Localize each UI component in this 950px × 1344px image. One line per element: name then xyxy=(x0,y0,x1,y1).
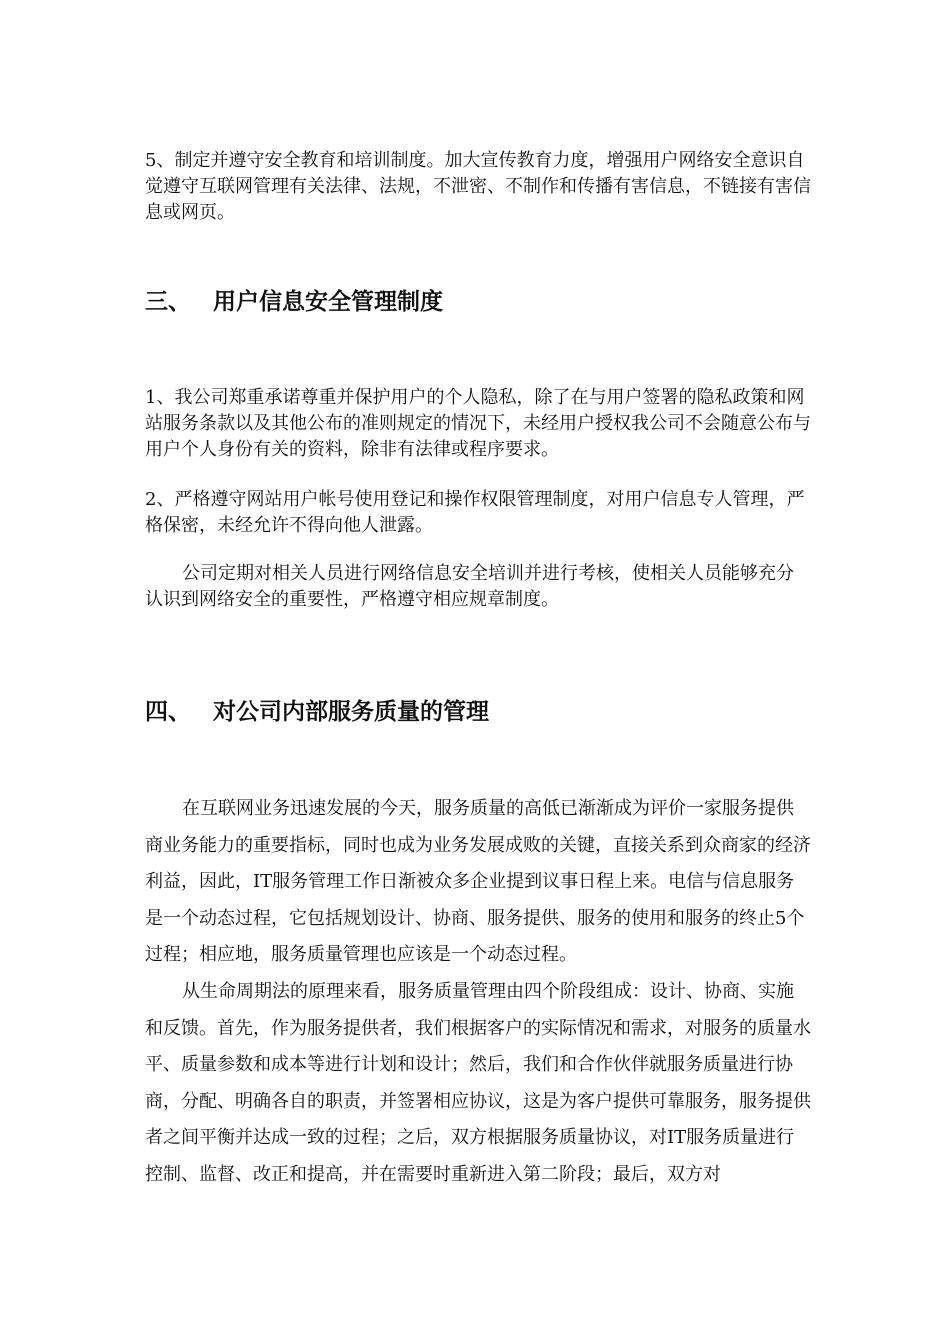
paragraph-item-5: 5、制定并遵守安全教育和培训制度。加大宣传教育力度，增强用户网络安全意识自觉遵守互联网管理有关法律、法规，不泄密、不制作和传播有害信息，不链接有害信息或网页。 xyxy=(145,150,811,223)
paragraph-service-quality-intro: 在互联网业务迅速发展的今天，服务质量的高低已渐渐成为评价一家服务提供商业务能力的重要指标，同时也成为业务发展成败的关键，直接关系到众商家的经济利益，因此，IT服务管理工作日渐被众多企业提到议事日程上来。电信与信息服务是一个动态过程，它包括规划设计、协商、服务提供、服务的使用和服务的终止5个过程；相应地，服务质量管理也应该是一个动态过程。 xyxy=(145,798,811,965)
section-heading-4 xyxy=(145,697,489,727)
section-title: 用户信息安全管理制度 xyxy=(213,289,443,315)
paragraph-account-management: 2、严格遵守网站用户帐号使用登记和操作权限管理制度，对用户信息专人管理，严格保密，未经允许不得向他人泄露。 xyxy=(145,489,805,536)
paragraph-privacy: 1、我公司郑重承诺尊重并保护用户的个人隐私，除了在与用户签署的隐私政策和网站服务条款以及其他公布的准则规定的情况下，未经用户授权我公司不会随意公布与用户个人身份有关的资料，除非有法律或程序要求。 xyxy=(145,387,811,460)
section-title: 对公司内部服务质量的管理 xyxy=(213,699,489,725)
section-number: 四、 xyxy=(145,699,191,725)
paragraph-lifecycle: 从生命周期法的原理来看，服务质量管理由四个阶段组成：设计、协商、实施和反馈。首先，作为服务提供者，我们根据客户的实际情况和需求，对服务的质量水平、质量参数和成本等进行计划和设计；然后，我们和合作伙伴就服务质量进行协商，分配、明确各自的职责，并签署相应协议，这是为客户提供可靠服务，服务提供者之间平衡并达成一致的过程；之后，双方根据服务质量协议，对IT服务质量进行控制、监督、改正和提高，并在需要时重新进入第二阶段；最后，双方对 xyxy=(145,981,811,1185)
section-number: 三、 xyxy=(145,289,191,315)
paragraph-training: 公司定期对相关人员进行网络信息安全培训并进行考核，使相关人员能够充分认识到网络安全的重要性，严格遵守相应规章制度。 xyxy=(145,563,794,610)
section-heading-3 xyxy=(145,287,443,317)
